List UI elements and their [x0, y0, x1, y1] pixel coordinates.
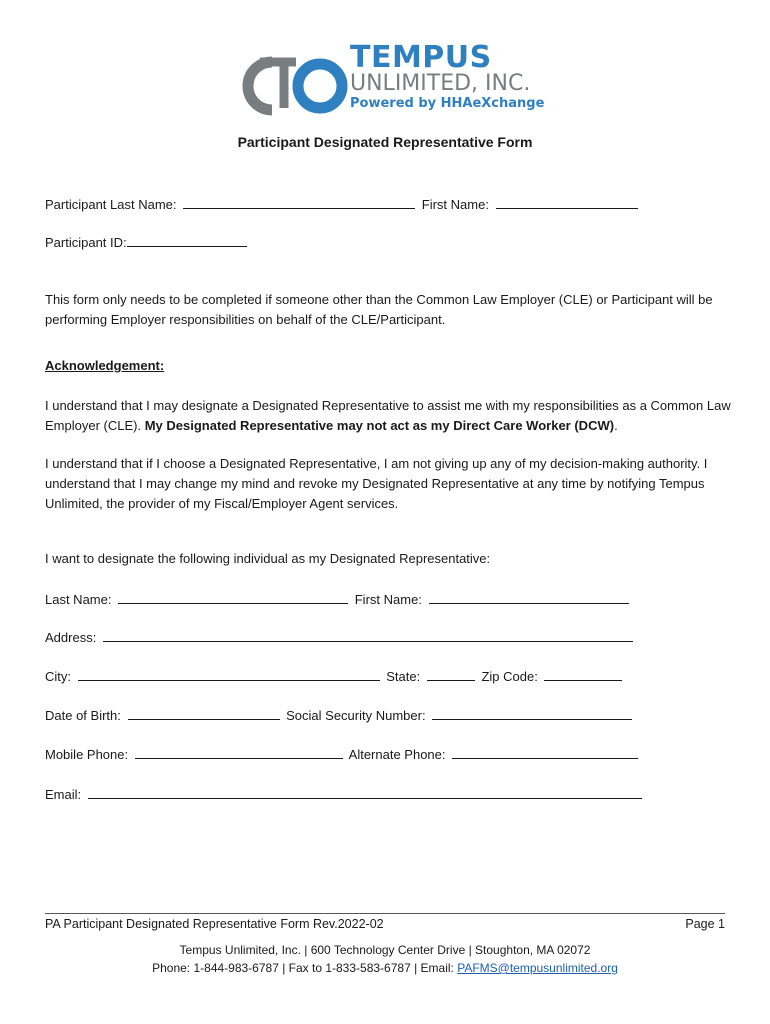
rep-city-label: City: — [45, 669, 71, 684]
acknowledgement-heading: Acknowledgement: — [45, 358, 165, 373]
participant-id-label: Participant ID: — [45, 235, 127, 250]
rep-first-name-field[interactable] — [429, 591, 629, 604]
rep-dob-row — [45, 707, 635, 723]
participant-last-name-label: Participant Last Name: — [45, 197, 177, 212]
rep-email-row — [45, 786, 645, 802]
rep-address-row — [45, 629, 636, 645]
rep-last-name-field[interactable] — [118, 591, 348, 604]
participant-id-field[interactable] — [127, 234, 247, 247]
footer-form-name: PA Participant Designated Representative Form Rev.2022-02 — [45, 917, 384, 931]
rep-mobile-field[interactable] — [135, 746, 343, 759]
rep-last-name-label: Last Name: — [45, 592, 112, 607]
ack-p1-end: . — [614, 418, 618, 433]
ack-p1-text: I understand that I may designate a Designated Representative to assist me with my responsibilities as a Common Law Employer (CLE). — [45, 398, 731, 433]
rep-state-label: State: — [386, 669, 421, 684]
intro-paragraph: This form only needs to be completed if someone other than the Common Law Employer (CLE) or Participant will be performing Employer responsibilities on behalf of the CLE/Participant. — [45, 292, 713, 327]
logo-text-tempus: TEMPUS — [350, 40, 492, 75]
participant-first-name-label: First Name: — [421, 197, 489, 212]
participant-name-row — [45, 196, 641, 212]
rep-city-row — [45, 668, 625, 684]
participant-last-name-field[interactable] — [183, 196, 415, 209]
rep-ssn-label: Social Security Number: — [286, 708, 426, 723]
rep-email-label: Email: — [45, 787, 82, 802]
rep-mobile-label: Mobile Phone: — [45, 747, 129, 762]
rep-alternate-label: Alternate Phone: — [348, 747, 446, 762]
participant-first-name-field[interactable] — [496, 196, 638, 209]
footer-contact-text: Phone: 1-844-983-6787 | Fax to 1-833-583-6787 | Email: — [152, 961, 458, 975]
rep-alternate-field[interactable] — [452, 746, 638, 759]
rep-address-field[interactable] — [103, 629, 633, 642]
footer-contact — [0, 961, 770, 975]
form-title: Participant Designated Representative Form — [237, 134, 533, 150]
rep-dob-field[interactable] — [128, 707, 280, 720]
rep-name-row — [45, 591, 632, 607]
rep-ssn-field[interactable] — [432, 707, 632, 720]
ack-p1-bold: My Designated Representative may not act as my Direct Care Worker (DCW) — [144, 418, 615, 433]
rep-first-name-label: First Name: — [354, 592, 422, 607]
footer-email-link[interactable]: PAFMS@tempusunlimited.org — [457, 961, 618, 975]
footer-address: Tempus Unlimited, Inc. | 600 Technology Center Drive | Stoughton, MA 02072 — [179, 943, 591, 957]
rep-city-field[interactable] — [78, 668, 380, 681]
rep-zip-label: Zip Code: — [481, 669, 538, 684]
rep-email-field[interactable] — [88, 786, 642, 799]
rep-dob-label: Date of Birth: — [45, 708, 121, 723]
rep-zip-field[interactable] — [544, 668, 622, 681]
acknowledgement-paragraph-2: I understand that if I choose a Designated Representative, I am not giving up any of my decision-making authority. I understand that I may change my mind and revoke my Designated Representative at any time by notifying Tempus Unlimited, the provider of my Fiscal/Employer Agent services. — [45, 456, 708, 511]
logo-text-unlimited: UNLIMITED, INC. — [350, 71, 531, 96]
logo-text-powered-by: Powered by HHAeXchange — [350, 96, 545, 111]
acknowledgement-paragraph-1 — [45, 396, 735, 436]
rep-state-field[interactable] — [427, 668, 475, 681]
designate-intro: I want to designate the following individual as my Designated Representative: — [45, 551, 491, 566]
footer-page-number: Page 1 — [685, 917, 725, 931]
footer-divider — [45, 913, 725, 914]
logo-mark-icon — [234, 50, 352, 122]
tempus-logo — [234, 40, 545, 116]
participant-id-row — [45, 234, 250, 250]
rep-phone-row — [45, 746, 641, 762]
rep-address-label: Address: — [45, 630, 97, 645]
